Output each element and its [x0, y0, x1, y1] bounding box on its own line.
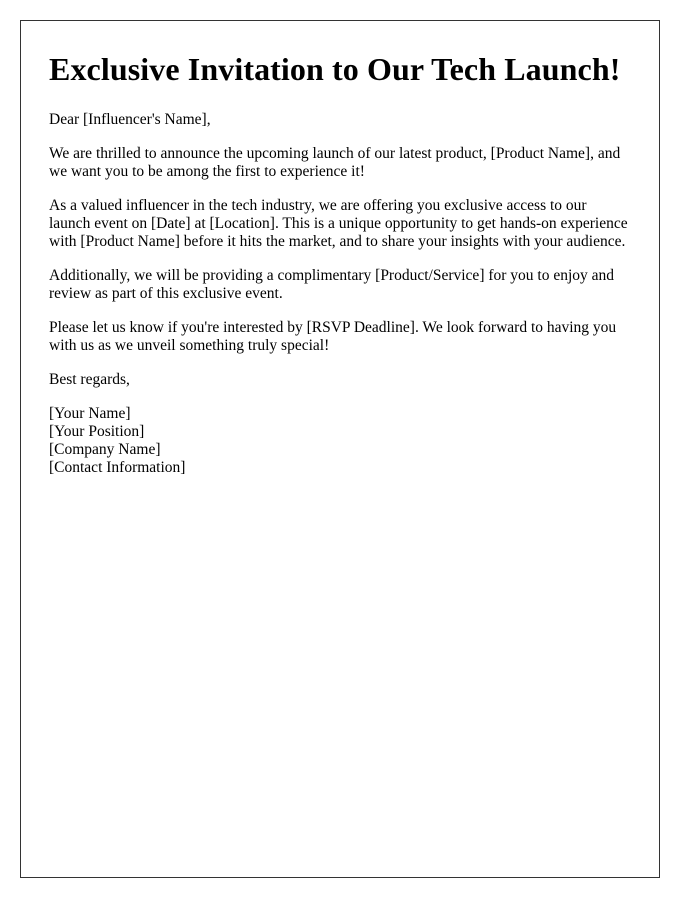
signature-name: [Your Name]: [49, 405, 131, 422]
letter-paragraph-rsvp: Please let us know if you're interested by [RSVP Deadline]. We look forward to having you with us as we unveil something truly special!: [49, 319, 617, 354]
letter-title: Exclusive Invitation to Our Tech Launch!: [49, 51, 621, 87]
letter-greeting: Dear [Influencer's Name],: [49, 111, 211, 128]
signature-contact: [Contact Information]: [49, 459, 186, 476]
letter-closing: Best regards,: [49, 371, 130, 388]
letter-paragraph-event-access: As a valued influencer in the tech industry, we are offering you exclusive access to our launch event on [Date] at [Location]. This is a unique opportunity to get hands-on experience with [Product Name] before it hits the market, and to share your insights with your audience.: [49, 197, 628, 250]
letter-paragraph-complimentary: Additionally, we will be providing a complimentary [Product/Service] for you to enjoy and review as part of this exclusive event.: [49, 267, 615, 302]
signature-company: [Company Name]: [49, 441, 161, 458]
signature-position: [Your Position]: [49, 423, 145, 440]
letter-paragraph-announcement: We are thrilled to announce the upcoming launch of our latest product, [Product Name], and we want you to be among the first to experience it!: [49, 145, 621, 180]
letter-container: [20, 20, 660, 878]
letter-signature-block: [49, 405, 631, 477]
